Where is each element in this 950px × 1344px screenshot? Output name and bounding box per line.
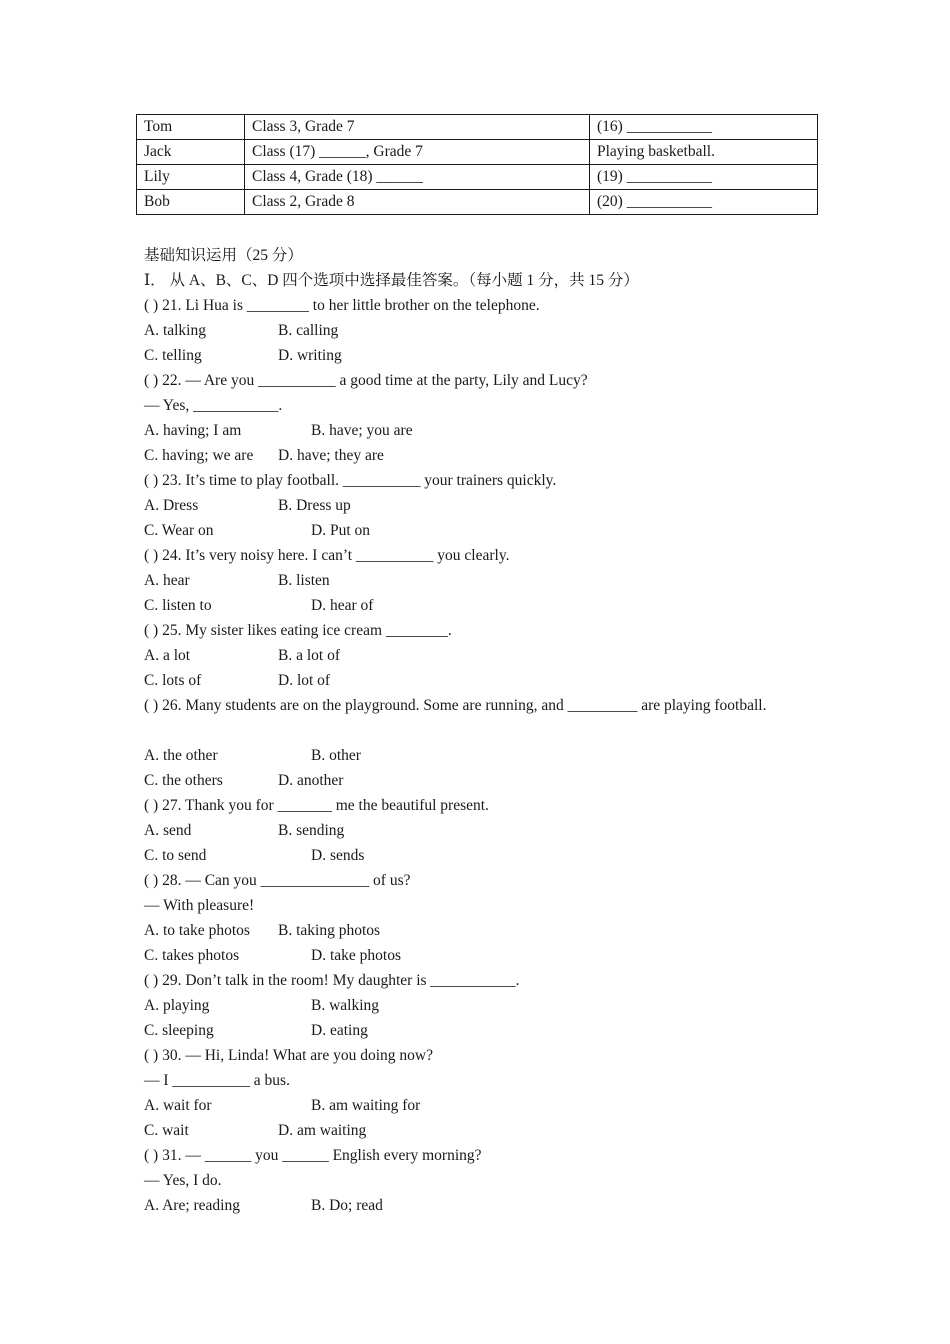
question: ( ) 29. Don’t talk in the room! My daughter is ___________. bbox=[144, 972, 520, 989]
option-row bbox=[144, 918, 814, 943]
option-row bbox=[144, 1018, 814, 1043]
table-cell-name: Tom bbox=[137, 115, 245, 140]
question: ( ) 28. — Can you ______________ of us? bbox=[144, 872, 411, 889]
option-row bbox=[144, 1193, 814, 1218]
table-row bbox=[137, 165, 818, 190]
table-cell-name: Bob bbox=[137, 190, 245, 215]
option-row bbox=[144, 593, 814, 618]
option-d: D. lot of bbox=[278, 672, 331, 689]
table-cell-activity: (19) ___________ bbox=[590, 165, 818, 190]
option-a: A. hear bbox=[144, 572, 190, 589]
option-d: D. eating bbox=[311, 1022, 368, 1039]
question: ( ) 27. Thank you for _______ me the beautiful present. bbox=[144, 797, 489, 814]
option-row bbox=[144, 318, 814, 343]
reply: — With pleasure! bbox=[144, 897, 255, 914]
option-row bbox=[144, 943, 814, 968]
option-d: D. Put on bbox=[311, 522, 370, 539]
question: ( ) 23. It’s time to play football. __________ your trainers quickly. bbox=[144, 472, 557, 489]
option-c: C. wait bbox=[144, 1122, 189, 1139]
reply: — Yes, I do. bbox=[144, 1172, 222, 1189]
table-row bbox=[137, 140, 818, 165]
option-a: A. the other bbox=[144, 747, 218, 764]
option-c: C. having; we are bbox=[144, 447, 254, 464]
option-c: C. to send bbox=[144, 847, 207, 864]
option-d: D. sends bbox=[311, 847, 365, 864]
option-c: C. listen to bbox=[144, 597, 212, 614]
option-b: B. am waiting for bbox=[311, 1097, 421, 1114]
info-table bbox=[136, 114, 818, 215]
option-b: B. listen bbox=[278, 572, 330, 589]
option-b: B. taking photos bbox=[278, 922, 381, 939]
option-row bbox=[144, 343, 814, 368]
option-b: B. Dress up bbox=[278, 497, 351, 514]
option-row bbox=[144, 443, 814, 468]
option-c: C. Wear on bbox=[144, 522, 214, 539]
option-b: B. sending bbox=[278, 822, 345, 839]
option-row bbox=[144, 1118, 814, 1143]
table-row bbox=[137, 190, 818, 215]
option-row bbox=[144, 518, 814, 543]
table-cell-class: Class (17) ______, Grade 7 bbox=[245, 140, 590, 165]
question: ( ) 25. My sister likes eating ice cream ________. bbox=[144, 622, 452, 639]
table-row bbox=[137, 115, 818, 140]
option-row bbox=[144, 643, 814, 668]
option-d: D. another bbox=[278, 772, 344, 789]
option-a: A. a lot bbox=[144, 647, 191, 664]
question: ( ) 30. — Hi, Linda! What are you doing now? bbox=[144, 1047, 433, 1064]
option-row bbox=[144, 843, 814, 868]
table-cell-name: Jack bbox=[137, 140, 245, 165]
option-b: B. calling bbox=[278, 322, 339, 339]
question: ( ) 31. — ______ you ______ English every morning? bbox=[144, 1147, 482, 1164]
instruction: Ⅰ． 从 A、B、C、D 四个选项中选择最佳答案。（每小题 1 分，共 15 分） bbox=[144, 272, 639, 289]
option-a: A. Dress bbox=[144, 497, 199, 514]
option-row bbox=[144, 768, 814, 793]
option-d: D. am waiting bbox=[278, 1122, 367, 1139]
question: ( ) 21. Li Hua is ________ to her little brother on the telephone. bbox=[144, 297, 540, 314]
option-row bbox=[144, 418, 814, 443]
option-b: B. have; you are bbox=[311, 422, 413, 439]
reply: — I __________ a bus. bbox=[144, 1072, 290, 1089]
table-cell-activity: (20) ___________ bbox=[590, 190, 818, 215]
option-a: A. send bbox=[144, 822, 192, 839]
table-cell-activity: Playing basketball. bbox=[590, 140, 818, 165]
exercise-section bbox=[144, 243, 814, 1218]
section-title: 基础知识运用（25 分） bbox=[144, 247, 303, 264]
option-a: A. Are; reading bbox=[144, 1197, 240, 1214]
table-cell-name: Lily bbox=[137, 165, 245, 190]
table-cell-activity: (16) ___________ bbox=[590, 115, 818, 140]
question: ( ) 22. — Are you __________ a good time at the party, Lily and Lucy? bbox=[144, 372, 588, 389]
option-d: D. take photos bbox=[311, 947, 401, 964]
option-row bbox=[144, 568, 814, 593]
option-c: C. telling bbox=[144, 347, 202, 364]
option-a: A. to take photos bbox=[144, 922, 250, 939]
option-b: B. other bbox=[311, 747, 361, 764]
reply: — Yes, ___________. bbox=[144, 397, 283, 414]
option-b: B. a lot of bbox=[278, 647, 340, 664]
option-d: D. have; they are bbox=[278, 447, 384, 464]
option-d: D. hear of bbox=[311, 597, 374, 614]
option-row bbox=[144, 743, 814, 768]
option-c: C. lots of bbox=[144, 672, 202, 689]
option-row bbox=[144, 1093, 814, 1118]
option-row bbox=[144, 668, 814, 693]
option-b: B. Do; read bbox=[311, 1197, 383, 1214]
option-b: B. walking bbox=[311, 997, 380, 1014]
option-d: D. writing bbox=[278, 347, 342, 364]
option-a: A. wait for bbox=[144, 1097, 212, 1114]
option-row bbox=[144, 993, 814, 1018]
question: ( ) 24. It’s very noisy here. I can’t __________ you clearly. bbox=[144, 547, 510, 564]
option-c: C. takes photos bbox=[144, 947, 240, 964]
option-a: A. having; I am bbox=[144, 422, 242, 439]
question: ( ) 26. Many students are on the playground. Some are running, and _________ are playing football. bbox=[144, 697, 767, 714]
option-c: C. sleeping bbox=[144, 1022, 214, 1039]
option-row bbox=[144, 818, 814, 843]
table-cell-class: Class 3, Grade 7 bbox=[245, 115, 590, 140]
option-row bbox=[144, 493, 814, 518]
table-cell-class: Class 4, Grade (18) ______ bbox=[245, 165, 590, 190]
option-a: A. talking bbox=[144, 322, 206, 339]
option-a: A. playing bbox=[144, 997, 210, 1014]
table-cell-class: Class 2, Grade 8 bbox=[245, 190, 590, 215]
option-c: C. the others bbox=[144, 772, 223, 789]
